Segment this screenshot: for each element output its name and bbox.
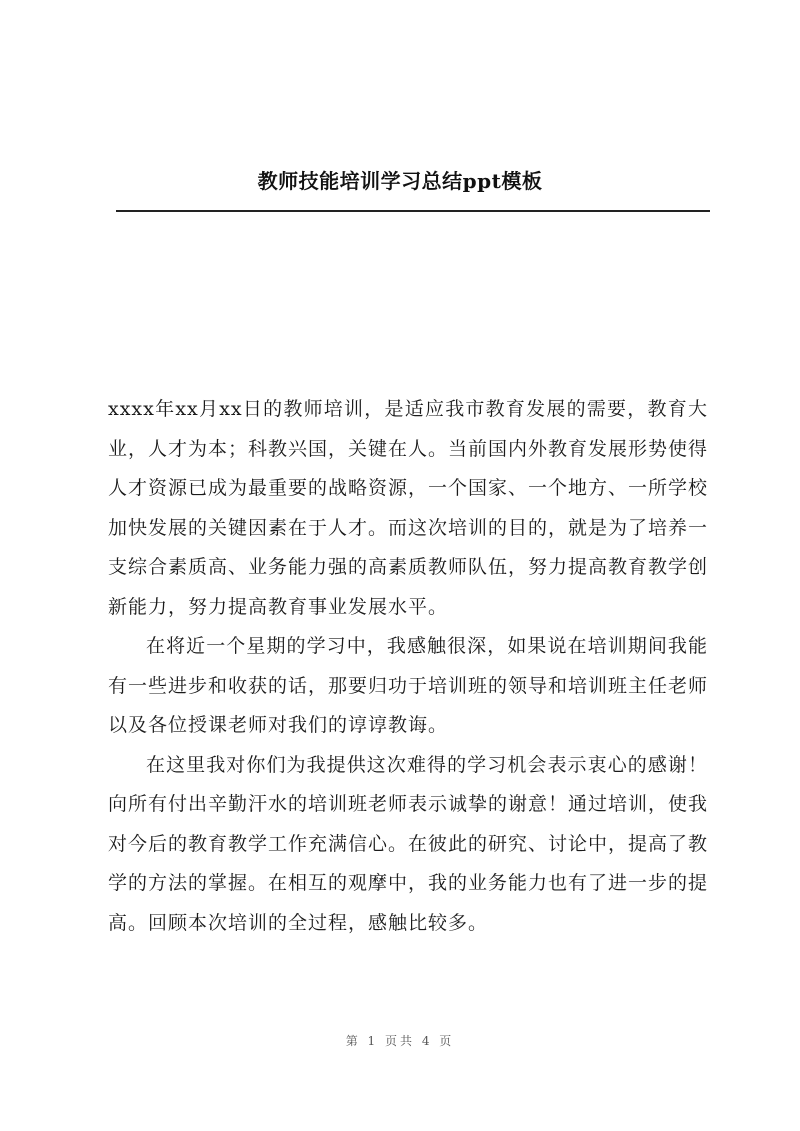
title-divider xyxy=(116,210,710,212)
paragraph-2: 在将近一个星期的学习中，我感触很深，如果说在培训期间我能有一些进步和收获的话，那要归功于培训班的领导和培训班主任老师以及各位授课老师对我们的谆谆教诲。 xyxy=(108,635,709,736)
document-body xyxy=(108,390,708,943)
paragraph-3: 在这里我对你们为我提供这次难得的学习机会表示衷心的感谢！向所有付出辛勤汗水的培训班老师表示诚挚的谢意！通过培训，使我对今后的教育教学工作充满信心。在彼此的研究、讨论中，提高了教学的方法的掌握。在相互的观摩中，我的业务能力也有了进一步的提高。回顾本次培训的全过程，感触比较多。 xyxy=(108,753,709,934)
page-number-footer: 第 1 页共 4 页 xyxy=(345,1034,455,1048)
document-title: 教师技能培训学习总结ppt模板 xyxy=(257,169,543,193)
paragraph-1: xxxx年xx月xx日的教师培训，是适应我市教育发展的需要，教育大业，人才为本；科教兴国，关键在人。当前国内外教育发展形势使得人才资源已成为最重要的战略资源，一个国家、一个地方、一所学校加快发展的关键因素在于人才。而这次培训的目的，就是为了培养一支综合素质高、业务能力强的高素质教师队伍，努力提高教育教学创新能力，努力提高教育事业发展水平。 xyxy=(108,398,709,618)
